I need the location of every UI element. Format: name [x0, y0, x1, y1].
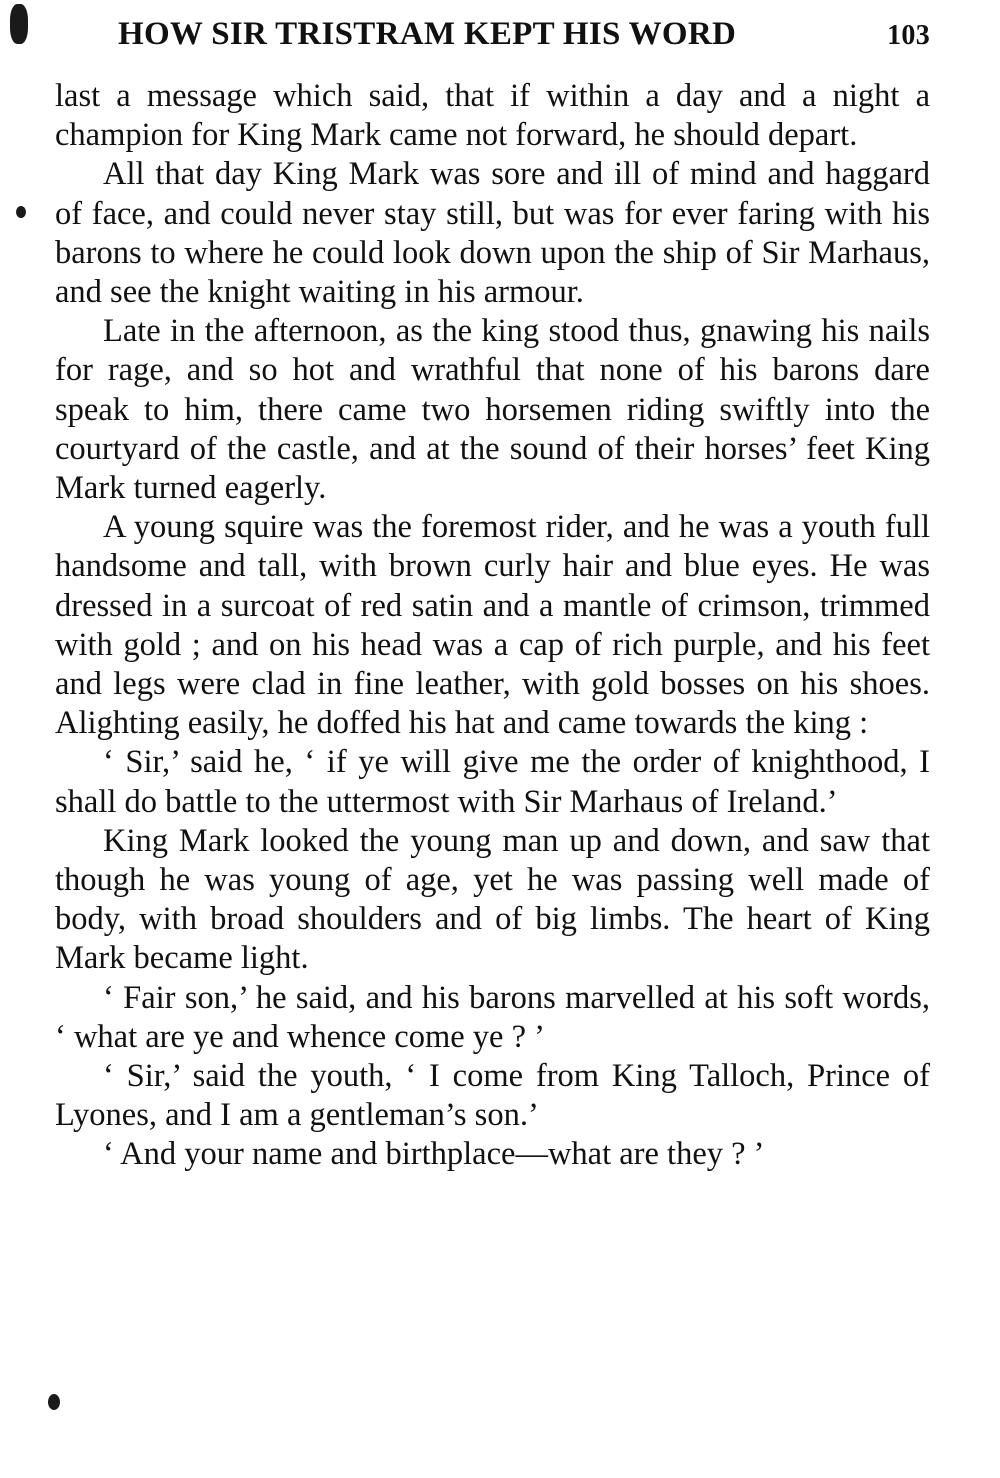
- running-head: [118, 16, 930, 60]
- running-head-title: HOW SIR TRISTRAM KEPT HIS WORD: [118, 16, 737, 52]
- paragraph: ‘ Sir,’ said he, ‘ if ye will give me the order of knighthood, I shall do battle to the uttermost with Sir Marhaus of Ireland.’: [55, 744, 930, 820]
- paragraph: ‘ And your name and birthplace—what are they ? ’: [103, 1136, 765, 1173]
- ink-blot-top-left: [10, 4, 28, 44]
- paragraph: All that day King Mark was sore and ill of mind and haggard of face, and could never stay still, but was for ever faring with his barons to where he could look down upon the ship of Sir Marhaus, and see the knight waiting in his armour.: [55, 156, 930, 311]
- ink-blot-bottom-left: [48, 1394, 60, 1410]
- ink-blot-margin: [16, 206, 26, 218]
- paragraph: King Mark looked the young man up and down, and saw that though he was young of age, yet he was passing well made of body, with broad shoulders and of big limbs. The heart of King Mark became light.: [55, 822, 930, 977]
- paragraph: A young squire was the foremost rider, and he was a youth full handsome and tall, with brown curly hair and blue eyes. He was dressed in a surcoat of red satin and a mantle of crimson, trimmed with gold ; and on his head was a cap of rich purple, and his feet and legs were clad in fine leather, with gold bosses on his shoes. Alighting easily, he doffed his hat and came towards the king :: [55, 509, 930, 742]
- paragraph: Late in the afternoon, as the king stood thus, gnawing his nails for rage, and so hot and wrathful that none of his barons dare speak to him, there came two horsemen riding swiftly into the courtyard of the castle, and at the sound of their horses’ feet King Mark turned eagerly.: [55, 313, 930, 507]
- paragraph: ‘ Sir,’ said the youth, ‘ I come from King Talloch, Prince of Lyones, and I am a gentleman’s son.’: [55, 1058, 930, 1134]
- paragraph: ‘ Fair son,’ he said, and his barons marvelled at his soft words, ‘ what are ye and whence come ye ? ’: [55, 979, 930, 1055]
- paragraph: last a message which said, that if within a day and a night a champion for King Mark came not forward, he should depart.: [55, 78, 930, 154]
- page-number: 103: [887, 20, 930, 51]
- body-text: [55, 77, 930, 1175]
